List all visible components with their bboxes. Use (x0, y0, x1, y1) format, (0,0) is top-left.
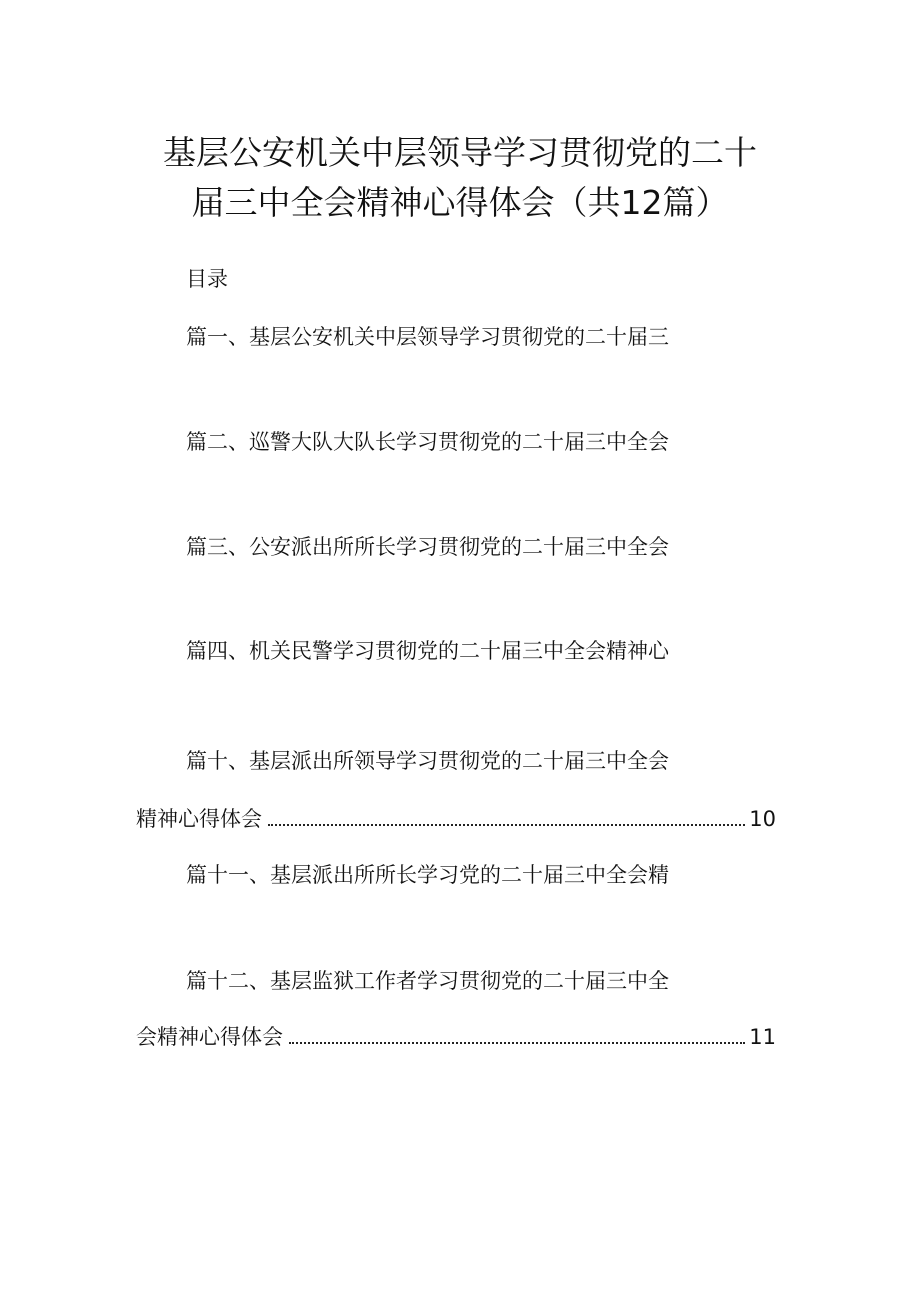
title-line-2: 届三中全会精神心得体会（共12篇） (191, 183, 729, 222)
toc-entry-10-continuation[interactable] (136, 804, 776, 834)
toc-entry-12-continuation[interactable] (136, 1022, 776, 1052)
toc-entry-12-continuation-text: 会精神心得体会 (136, 1025, 283, 1049)
toc-entry-4[interactable]: 篇四、机关民警学习贯彻党的二十届三中全会精神心 (186, 639, 669, 663)
dot-leader (268, 823, 745, 826)
toc-entry-11[interactable]: 篇十一、基层派出所所长学习党的二十届三中全会精 (186, 863, 669, 887)
title-line-1: 基层公安机关中层领导学习贯彻党的二十 (163, 133, 757, 172)
toc-entry-1[interactable]: 篇一、基层公安机关中层领导学习贯彻党的二十届三 (186, 325, 669, 349)
toc-heading: 目录 (186, 267, 228, 291)
document-title (0, 128, 920, 228)
toc-entry-10-page-number: 10 (749, 807, 776, 831)
toc-entry-2[interactable]: 篇二、巡警大队大队长学习贯彻党的二十届三中全会 (186, 430, 669, 454)
toc-entry-12-page-number: 11 (749, 1025, 776, 1049)
dot-leader (289, 1041, 745, 1044)
toc-entry-12[interactable]: 篇十二、基层监狱工作者学习贯彻党的二十届三中全 (186, 969, 669, 993)
toc-entry-10[interactable]: 篇十、基层派出所领导学习贯彻党的二十届三中全会 (186, 749, 669, 773)
toc-entry-3[interactable]: 篇三、公安派出所所长学习贯彻党的二十届三中全会 (186, 535, 669, 559)
toc-entry-10-continuation-text: 精神心得体会 (136, 807, 262, 831)
